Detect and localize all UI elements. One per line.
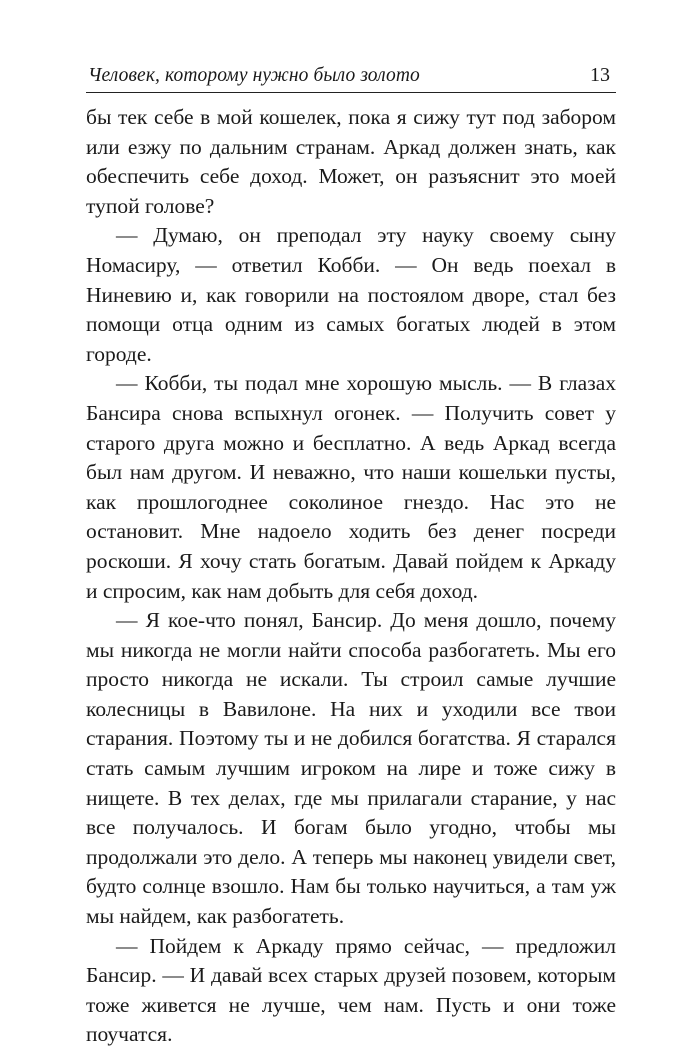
paragraph-3: — Кобби, ты подал мне хорошую мысль. — В глазах Бансира снова вспыхнул огонек. — Получить совет у старого друга можно и бесплатно. А ведь Аркад всегда был нам другом. И неважно, что наши кошельки пусты, как прошлогоднее соколиное гнездо. Нас это не остановит. Мне надоело ходить без денег посреди роскоши. Я хочу стать богатым. Давай пойдем к Аркаду и спросим, как нам добыть для себя доход.	[86, 371, 616, 603]
running-header	[86, 55, 616, 93]
book-page	[86, 55, 616, 1050]
paragraph-2: — Думаю, он преподал эту науку своему сыну Номасиру, — ответил Кобби. — Он ведь поехал в Ниневию и, как говорили на постоялом дворе, стал без помощи отца одним из самых богатых людей в этом городе.	[86, 223, 616, 366]
page-number: 13	[590, 64, 610, 86]
paragraph-5: — Пойдем к Аркаду прямо сейчас, — предложил Бансир. — И давай всех старых друзей позовем, которым тоже живется не лучше, чем нам. Пусть и они тоже поучатся.	[86, 933, 616, 1047]
paragraph-1: бы тек себе в мой кошелек, пока я сижу тут под забором или езжу по дальним странам. Аркад должен знать, как обеспечить себе доход. Может, он разъяснит это моей тупой голове?	[86, 105, 616, 218]
running-title: Человек, которому нужно было золото	[88, 65, 420, 86]
body-text	[86, 103, 616, 1050]
paragraph-4: — Я кое-что понял, Бансир. До меня дошло, почему мы никогда не могли найти способа разбогатеть. Мы его просто никогда не искали. Ты строил самые лучшие колесницы в Вавилоне. На них и уходили все твои старания. Поэтому ты и не добился богатства. Я старался стать самым лучшим игроком на лире и тоже сижу в нищете. В тех делах, где мы прилагали старание, у нас все получалось. И богам было угодно, чтобы мы продолжали это дело. А теперь мы наконец увидели свет, будто солнце взошло. Нам бы только научиться, а там уж мы найдем, как разбогатеть.	[86, 608, 616, 929]
